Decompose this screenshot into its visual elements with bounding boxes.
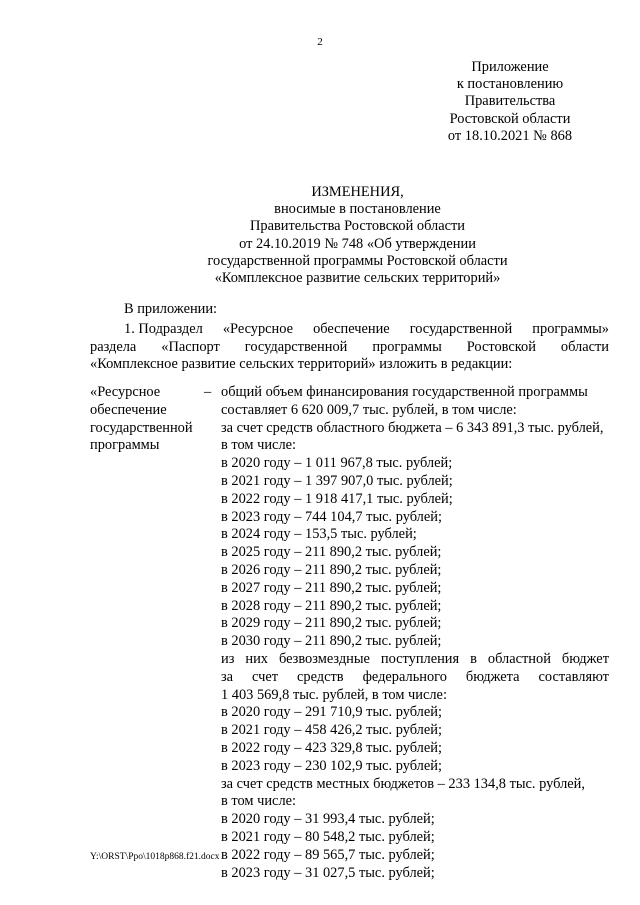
financing-line: за счет средств областного бюджета – 6 343 891,3 тыс. рублей, [221, 419, 604, 436]
financing-line: составляет 6 620 009,7 тыс. рублей, в том числе: [221, 401, 517, 418]
word: поступления [380, 650, 460, 667]
financing-line: в 2023 году – 31 027,5 тыс. рублей; [221, 864, 435, 881]
word: за [221, 668, 234, 685]
paragraph-1 [90, 321, 609, 374]
word: «Ресурсное [222, 321, 294, 337]
financing-line: в 2028 году – 211 890,2 тыс. рублей; [221, 597, 442, 614]
financing-line: в 2022 году – 89 565,7 тыс. рублей; [221, 846, 435, 863]
word: бюджета [465, 668, 520, 685]
paragraph-line [90, 321, 609, 339]
title-line: от 24.10.2019 № 748 «Об утверждении [239, 235, 476, 252]
appendix-header-line: Ростовской области [449, 110, 571, 127]
financing-line: в 2030 году – 211 890,2 тыс. рублей; [221, 633, 442, 650]
financing-line: в 2020 году – 31 993,4 тыс. рублей; [221, 811, 435, 828]
financing-line: в 2023 году – 230 102,9 тыс. рублей; [221, 757, 442, 774]
word: из [221, 650, 235, 667]
financing-line: общий объем финансирования государственной программы [221, 384, 588, 400]
appendix-header-line: к постановлению [456, 76, 564, 93]
financing-line: в 2023 году – 744 104,7 тыс. рублей; [221, 508, 442, 525]
word: программы [372, 338, 442, 355]
title-line: ИЗМЕНЕНИЯ, [311, 184, 404, 200]
financing-line: в том числе: [221, 437, 297, 454]
financing-line: в 2021 году – 458 426,2 тыс. рублей; [221, 722, 442, 739]
financing-line: в 2029 году – 211 890,2 тыс. рублей; [221, 615, 442, 632]
word: федерального [362, 668, 447, 685]
financing-line-justified [221, 651, 609, 669]
word: безвозмездные [278, 650, 370, 667]
financing-line: в 2022 году – 423 329,8 тыс. рублей; [221, 739, 442, 756]
appendix-header [430, 59, 590, 145]
appendix-header-line: Правительства [464, 93, 556, 110]
financing-line: в 2020 году – 1 011 967,8 тыс. рублей; [221, 455, 453, 472]
word: «Паспорт [161, 338, 220, 355]
label-line: государственной [90, 419, 193, 436]
financing-line-justified [221, 669, 609, 687]
financing-line: в 2027 году – 211 890,2 тыс. рублей; [221, 579, 442, 596]
word: раздела [90, 338, 137, 355]
page-number: 2 [317, 36, 323, 48]
dash-separator: – [204, 384, 212, 400]
financing-line: в 2025 году – 211 890,2 тыс. рублей; [221, 544, 442, 561]
financing-line: в 2026 году – 211 890,2 тыс. рублей; [221, 561, 442, 578]
word: счет [252, 668, 279, 685]
financing-line: в 2021 году – 80 548,2 тыс. рублей; [221, 828, 435, 845]
financing-line: в 2024 году – 153,5 тыс. рублей; [221, 526, 417, 543]
financing-line: в 2021 году – 1 397 907,0 тыс. рублей; [221, 472, 453, 489]
paragraph-line [90, 339, 609, 357]
financing-text [221, 384, 609, 882]
title-line: вносимые в постановление [274, 201, 441, 218]
word: области [560, 338, 609, 355]
word: 1. Подраздел [124, 321, 203, 337]
title-line: «Комплексное развитие сельских территорий» [214, 269, 501, 286]
title-line: Правительства Ростовской области [250, 218, 465, 235]
label-line: «Ресурсное [90, 384, 161, 400]
word: них [245, 650, 268, 667]
appendix-header-line: Приложение [471, 59, 549, 75]
intro-text: В приложении: [124, 301, 218, 317]
word: в [470, 650, 477, 667]
word: Ростовской [466, 338, 536, 355]
word: государственной [244, 338, 348, 355]
word: областной [487, 650, 551, 667]
file-path-footer: Y:\ORST\Ppo\1018p868.f21.docx [90, 852, 220, 862]
resource-support-label [90, 384, 215, 455]
paragraph-line: «Комплексное развитие сельских территорий» изложить в редакции: [90, 356, 513, 373]
label-line: обеспечение [90, 401, 167, 418]
financing-line: за счет средств местных бюджетов – 233 134,8 тыс. рублей, [221, 775, 585, 792]
financing-line: 1 403 569,8 тыс. рублей, в том числе: [221, 686, 447, 703]
document-title [90, 184, 625, 287]
appendix-header-line: от 18.10.2021 № 868 [447, 127, 573, 144]
word: обеспечение [313, 321, 390, 337]
financing-line: в том числе: [221, 793, 297, 810]
word: составляют [538, 668, 609, 685]
word: средств [297, 668, 344, 685]
financing-line: в 2020 году – 291 710,9 тыс. рублей; [221, 704, 442, 721]
financing-line: в 2022 году – 1 918 417,1 тыс. рублей; [221, 490, 453, 507]
word: программы» [532, 321, 609, 337]
word: бюджет [561, 650, 609, 667]
label-line: программы [90, 437, 160, 454]
title-line: государственной программы Ростовской области [207, 252, 508, 269]
word: государственной [409, 321, 513, 337]
